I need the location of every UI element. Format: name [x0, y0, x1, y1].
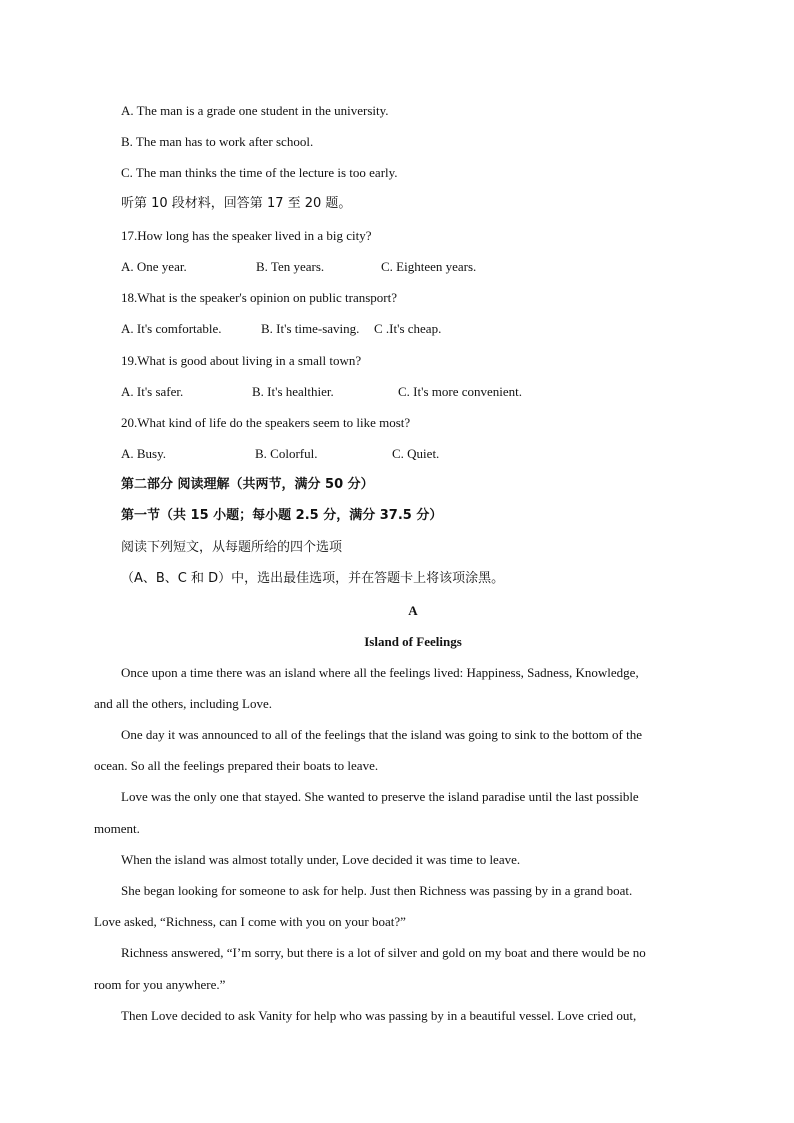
instruction-line-2: （A、B、C 和 D）中，选出最佳选项，并在答题卡上将该项涂黑。 — [121, 571, 505, 586]
passage-title: Island of Feelings — [364, 634, 462, 649]
option-c: C. Eighteen years. — [381, 259, 477, 274]
question-20-options — [121, 445, 721, 463]
passage-label: A — [408, 603, 418, 618]
option-a: A. It's safer. — [121, 384, 184, 399]
instruction-line-1: 阅读下列短文，从每题所给的四个选项 — [121, 540, 343, 555]
question-20-stem: 20.What kind of life do the speakers seem to like most? — [121, 415, 411, 430]
option-a: A. Busy. — [121, 446, 167, 461]
passage-line: One day it was announced to all of the feelings that the island was going to sink to the bottom of the — [121, 727, 642, 742]
question-19-stem: 19.What is good about living in a small town? — [121, 353, 362, 368]
passage-line: Richness answered, “I’m sorry, but there is a lot of silver and gold on my boat and there would be no — [121, 945, 646, 960]
option-b: B. It's healthier. — [252, 384, 334, 399]
question-17-options — [121, 258, 721, 276]
q16-option-c: C. The man thinks the time of the lecture is too early. — [121, 165, 398, 180]
option-b: B. Ten years. — [256, 259, 325, 274]
passage-line: Then Love decided to ask Vanity for help who was passing by in a beautiful vessel. Love cried out, — [121, 1008, 637, 1023]
question-17-stem: 17.How long has the speaker lived in a big city? — [121, 228, 372, 243]
option-a: A. One year. — [121, 259, 187, 274]
q16-option-b: B. The man has to work after school. — [121, 134, 314, 149]
passage-line: Once upon a time there was an island where all the feelings lived: Happiness, Sadness, Knowledge, — [121, 665, 639, 680]
passage-line: When the island was almost totally under, Love decided it was time to leave. — [121, 852, 521, 867]
option-c: C. It's more convenient. — [398, 384, 523, 399]
question-19-options — [121, 383, 721, 401]
q16-option-a: A. The man is a grade one student in the university. — [121, 103, 389, 118]
option-b: B. Colorful. — [255, 446, 318, 461]
section1-heading: 第一节（共 15 小题；每小题 2.5 分，满分 37.5 分） — [121, 508, 443, 523]
passage-line: Love asked, “Richness, can I come with you on your boat?” — [94, 914, 406, 929]
option-c: C. Quiet. — [392, 446, 440, 461]
question-18-stem: 18.What is the speaker's opinion on public transport? — [121, 290, 398, 305]
passage-line: moment. — [94, 821, 140, 836]
question-18-options — [121, 320, 721, 338]
passage-line: room for you anywhere.” — [94, 977, 226, 992]
passage-line: She began looking for someone to ask for help. Just then Richness was passing by in a grand boat. — [121, 883, 633, 898]
passage-line: and all the others, including Love. — [94, 696, 272, 711]
option-c: C .It's cheap. — [374, 321, 442, 336]
option-b: B. It's time-saving. — [261, 321, 360, 336]
option-a: A. It's comfortable. — [121, 321, 222, 336]
part2-heading: 第二部分 阅读理解（共两节，满分 50 分） — [121, 477, 374, 492]
section-intro: 听第 10 段材料，回答第 17 至 20 题。 — [121, 196, 352, 211]
passage-line: ocean. So all the feelings prepared their boats to leave. — [94, 758, 379, 773]
passage-line: Love was the only one that stayed. She wanted to preserve the island paradise until the last possible — [121, 789, 639, 804]
